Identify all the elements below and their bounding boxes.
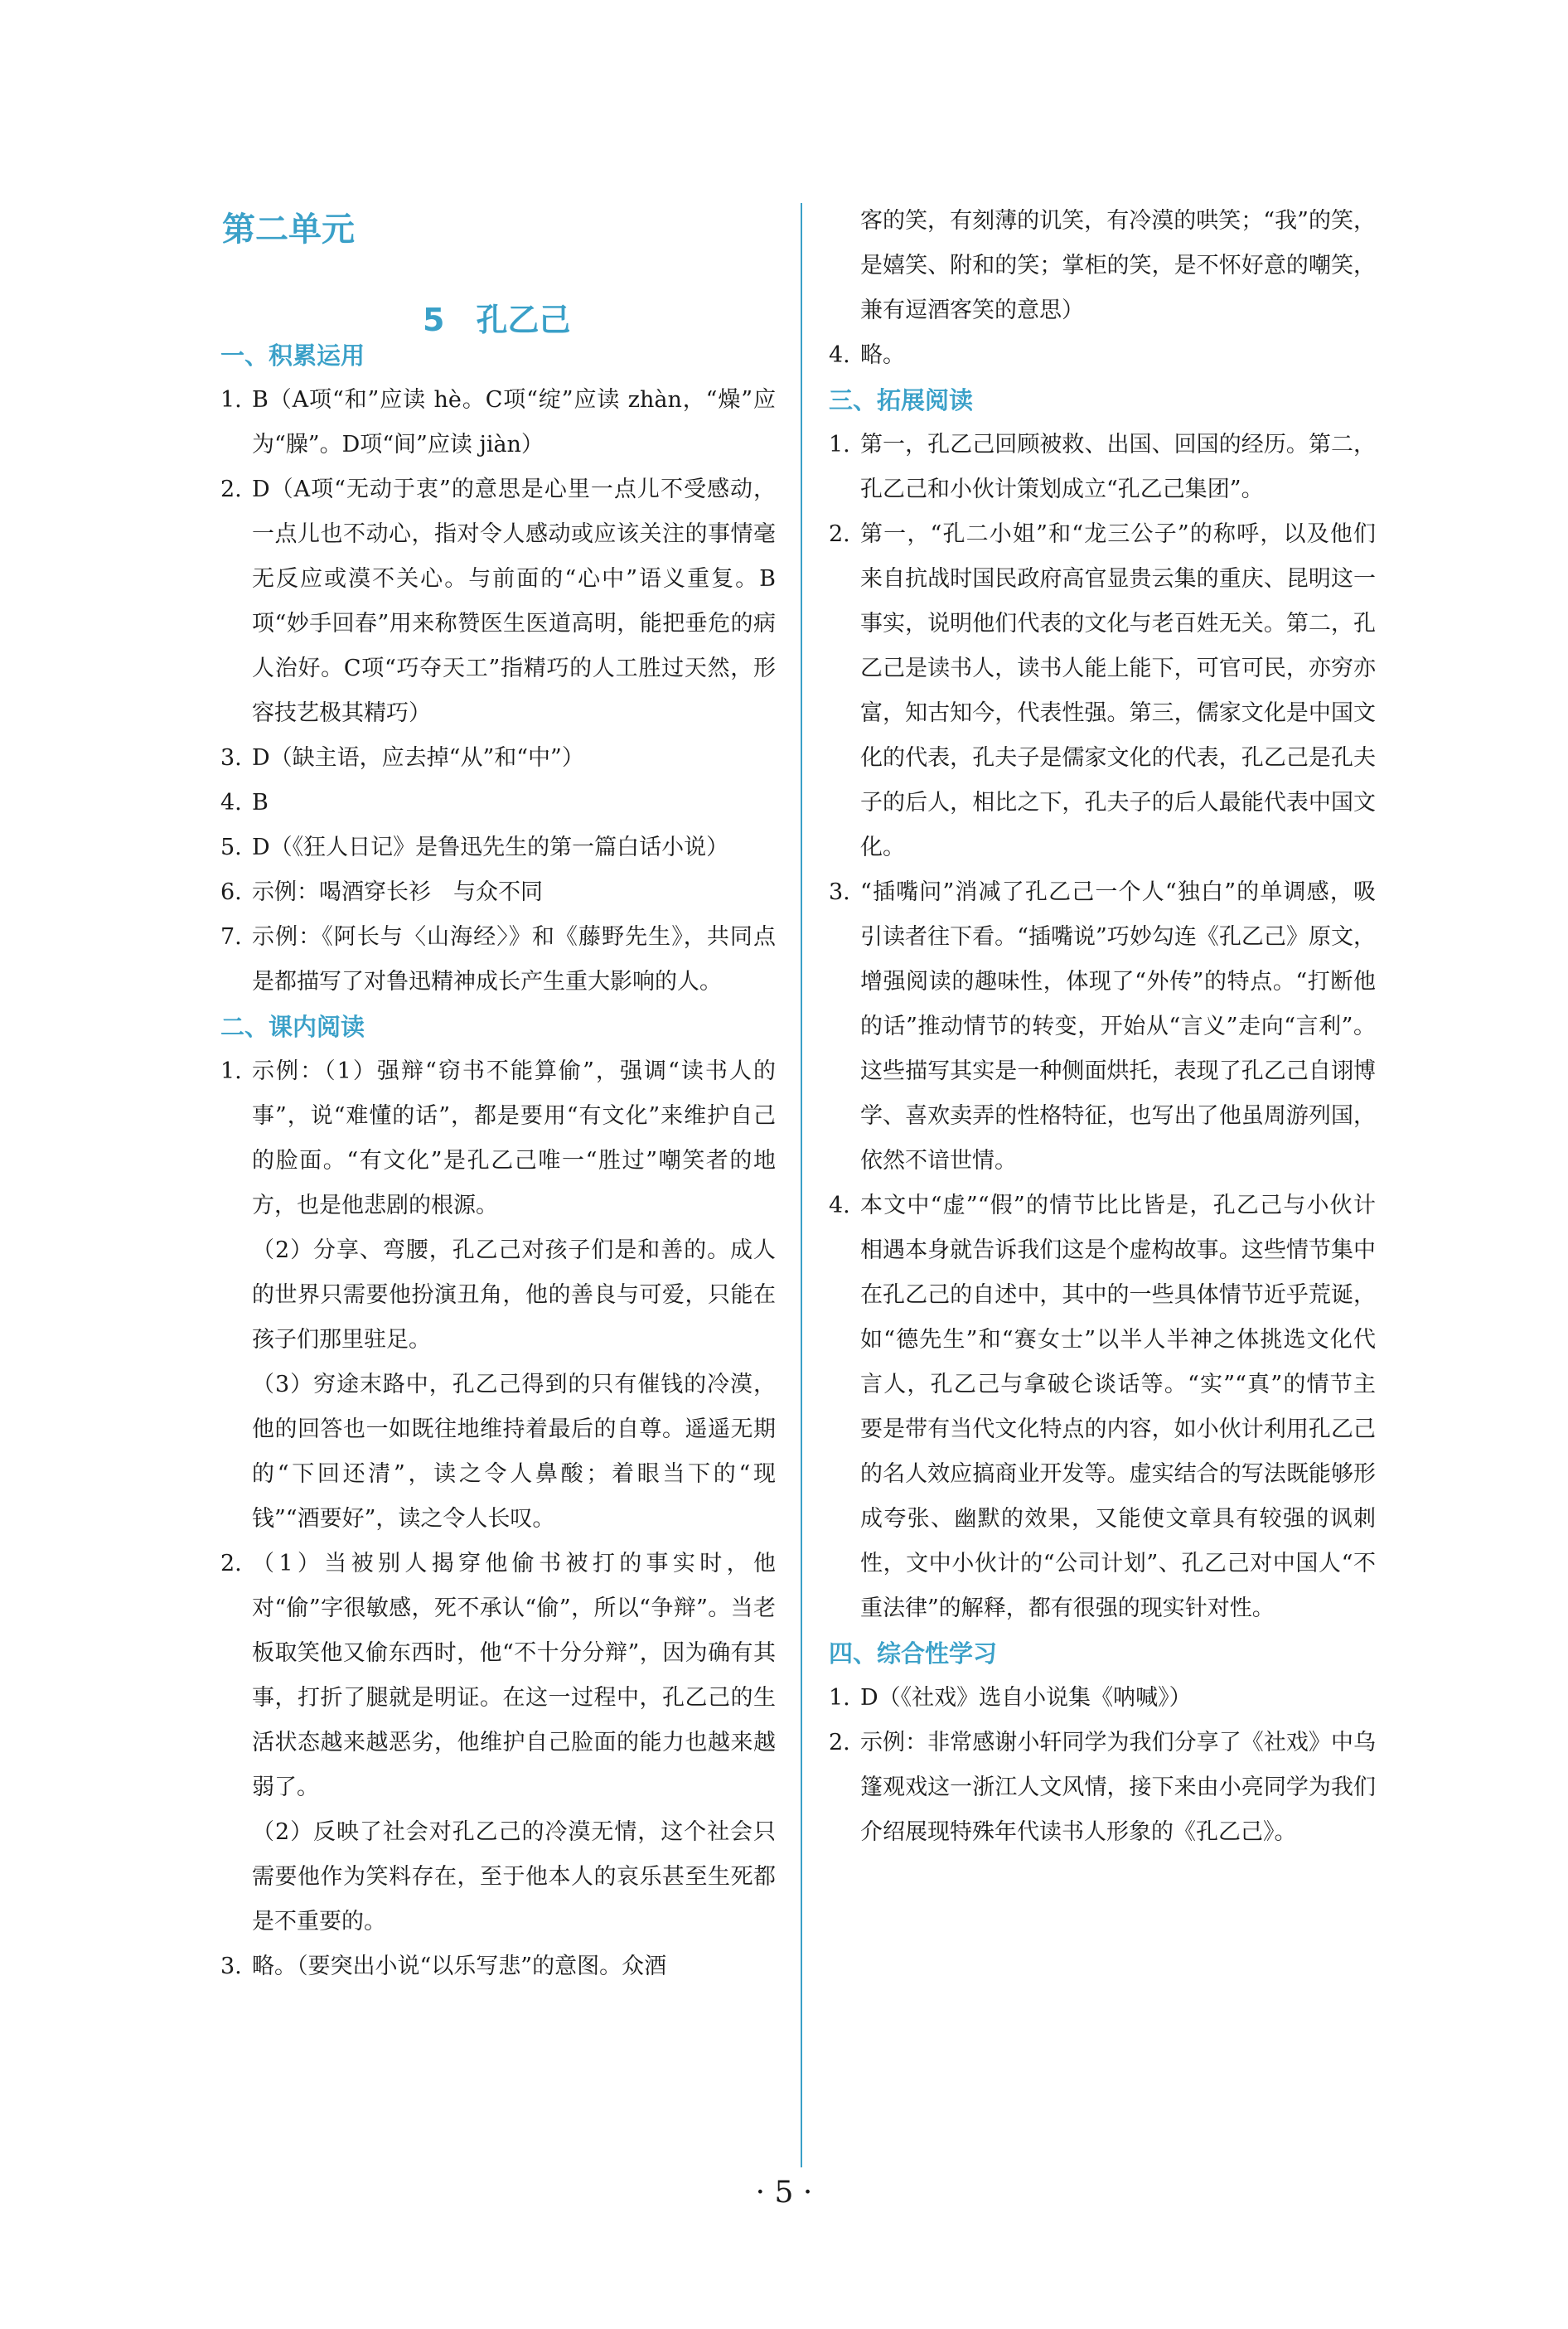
column-divider [801,203,802,2167]
paragraph: （2）分享、弯腰，孔乙己对孩子们是和善的。成人的世界只需要他扮演丑角，他的善良与可爱，只能在孩子们那里驻足。 [252,1237,776,1353]
list-item: 2. 示例：非常感谢小轩同学为我们分享了《社戏》中乌篷观戏这一浙江人文风情，接下来由小亮同学为我们介绍展现特殊年代读书人形象的《孔乙己》。 [829,1730,1376,1845]
section-heading-1: 一、积累运用 [220,341,365,370]
paragraph: 客的笑，有刻薄的讥笑，有冷漠的哄笑；“我”的笑，是嬉笑、附和的笑；掌柜的笑，是不怀好意的嘲笑，兼有逗酒客笑的意思） [860,208,1376,323]
unit-title: 第二单元 [222,211,355,249]
section-heading-4: 四、综合性学习 [829,1639,998,1668]
list-item: 1. B（A项“和”应读 hè。C项“绽”应读 zhàn，“燥”应为“臊”。D项“间”应读 jiàn） [220,387,776,458]
page-number: · 5 · [755,2176,813,2210]
list-item: 3. D（缺主语，应去掉“从”和“中”） [220,745,584,771]
list-item: 2. 第一，“孔二小姐”和“龙三公子”的称呼，以及他们来自抗战时国民政府高官显贵云集的重庆、昆明这一事实，说明他们代表的文化与老百姓无关。第二，孔乙己是读书人，读书人能上能下，可官可民，亦穷亦富，知古知今，代表性强。第三，儒家文化是中国文化的代表，孔夫子是儒家文化的代表，孔乙己是孔夫子的后人，相比之下，孔夫子的后人最能代表中国文化。 [829,521,1376,860]
section-heading-3: 三、拓展阅读 [829,386,974,414]
list-item: 1. 第一，孔乙己回顾被救、出国、回国的经历。第二，孔乙己和小伙计策划成立“孔乙己集团”。 [829,432,1376,502]
list-item: 1. 示例：（1）强辩“窃书不能算偷”，强调“读书人的事”，说“难懂的话”，都是要用“有文化”来维护自己的脸面。“有文化”是孔乙己唯一“胜过”嘲笑者的地方，也是他悲剧的根源。 [220,1058,776,1218]
paragraph: （3）穷途末路中，孔乙己得到的只有催钱的冷漠，他的回答也一如既往地维持着最后的自尊。遥遥无期的“下回还清”，读之令人鼻酸；着眼当下的“现钱”“酒要好”，读之令人长叹。 [252,1372,776,1532]
list-item: 4. B [220,790,269,816]
list-item: 1. D（《社戏》选自小说集《呐喊》） [829,1685,1192,1711]
list-item: 5. D（《狂人日记》是鲁迅先生的第一篇白话小说） [220,835,729,860]
list-item: 7. 示例：《阿长与〈山海经〉》和《藤野先生》，共同点是都描写了对鲁迅精神成长产生重大影响的人。 [220,924,776,995]
section-heading-2: 二、课内阅读 [220,1013,365,1041]
list-item: 3. 略。（要突出小说“以乐写悲”的意图。众酒 [220,1954,667,1979]
list-item: 2. （1）当被别人揭穿他偷书被打的事实时，他对“偷”字很敏感，死不承认“偷”，所以“争辩”。当老板取笑他又偷东西时，他“不十分分辩”，因为确有其事，打折了腿就是明证。在这一过程中，孔乙己的生活状态越来越恶劣，他维护自己脸面的能力也越来越弱了。 [220,1551,776,1800]
list-item: 3. “插嘴问”消减了孔乙己一个人“独白”的单调感，吸引读者往下看。“插嘴说”巧妙勾连《孔乙己》原文，增强阅读的趣味性，体现了“外传”的特点。“打断他的话”推动情节的转变，开始从“言义”走向“言利”。这些描写其实是一种侧面烘托，表现了孔乙己自诩博学、喜欢卖弄的性格特征，也写出了他虽周游列国，依然不谙世情。 [829,879,1376,1174]
list-item: 4. 略。 [829,342,905,368]
paragraph: （2）反映了社会对孔乙己的冷漠无情，这个社会只需要他作为笑料存在，至于他本人的哀乐甚至生死都是不重要的。 [252,1819,776,1934]
list-item: 6. 示例：喝酒穿长衫 与众不同 [220,879,543,905]
list-item: 4. 本文中“虚”“假”的情节比比皆是，孔乙己与小伙计相遇本身就告诉我们这是个虚构故事。这些情节集中在孔乙己的自述中，其中的一些具体情节近乎荒诞，如“德先生”和“赛女士”以半人半神之体挑选文化代言人，孔乙己与拿破仑谈话等。“实”“真”的情节主要是带有当代文化特点的内容，如小伙计利用孔乙己的名人效应搞商业开发等。虚实结合的写法既能够形成夸张、幽默的效果，又能使文章具有较强的讽刺性，文中小伙计的“公司计划”、孔乙己对中国人“不重法律”的解释，都有很强的现实针对性。 [829,1193,1376,1621]
lesson-title: 5 孔乙己 [423,302,571,338]
left-flow [220,333,776,1989]
list-item: 2. D（A项“无动于衷”的意思是心里一点儿不受感动，一点儿也不动心，指对令人感动或应该关注的事情毫无反应或漠不关心。与前面的“心中”语义重复。B项“妙手回春”用来称赞医生医道高明，能把垂危的病人治好。C项“巧夺天工”指精巧的人工胜过天然，形容技艺极其精巧） [220,477,776,726]
right-flow [829,199,1376,1855]
